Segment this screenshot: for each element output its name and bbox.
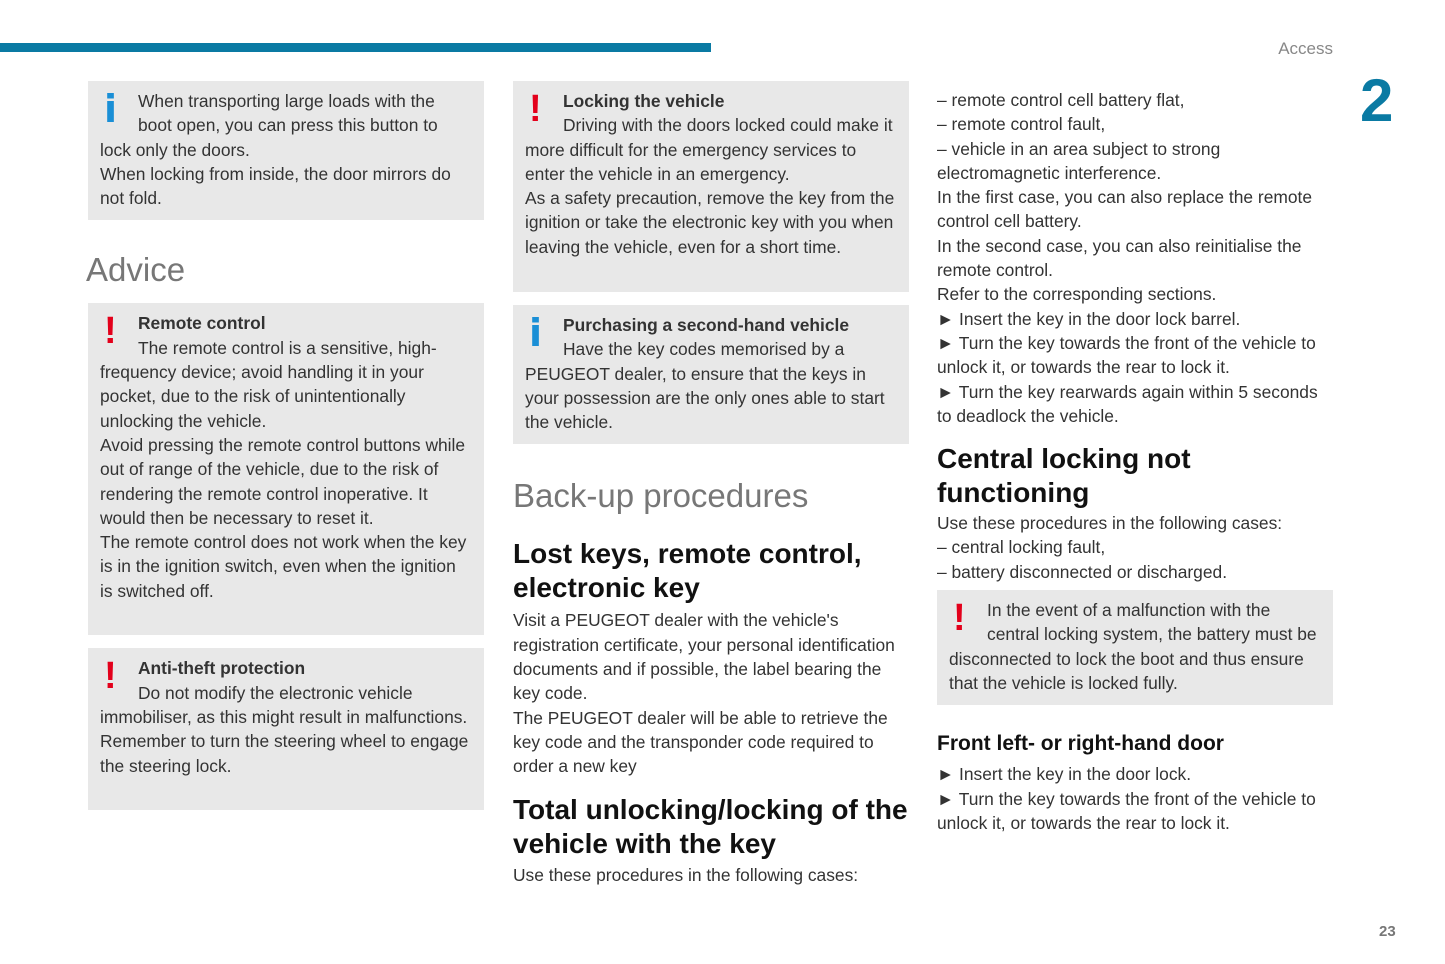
warning-icon: ! (953, 597, 966, 640)
body-text: Visit a PEUGEOT dealer with the vehicle's registration certificate, your personal identification documents and if possible, the label bearing the key code. (513, 610, 895, 704)
total-locking-title: Total unlocking/locking of the vehicle with the key (513, 793, 908, 859)
list-item: – remote control cell battery flat, (937, 90, 1185, 110)
note-text: Do not modify the electronic vehicle immobiliser, as this might result in malfunctions. (100, 682, 468, 728)
page-number: 23 (1379, 923, 1396, 940)
step-item: ► Turn the key rearwards again within 5 seconds to deadlock the vehicle. (937, 381, 1318, 426)
lost-keys-title: Lost keys, remote control, electronic key (513, 538, 862, 604)
body-text: In the first case, you can also replace the remote control cell battery. (937, 187, 1313, 232)
backup-heading: Back-up procedures (513, 477, 809, 515)
front-door-title: Front left- or right-hand door (937, 732, 1224, 756)
body-text: Use these procedures in the following cases: (513, 864, 859, 885)
step-item: ► Turn the key towards the front of the vehicle to unlock it, or towards the rear to lock it. (937, 788, 1316, 833)
info-icon: i (529, 311, 543, 355)
warning-anti-theft (88, 648, 484, 810)
note-text: The remote control does not work when the key is in the ignition switch, even when the ignition is switched off. (100, 532, 467, 601)
note-title: Anti-theft protection (138, 658, 306, 679)
note-text: When transporting large loads with the boot open, you can press this button to lock only the doors. (100, 91, 438, 160)
warning-locking (513, 81, 909, 292)
list-item: – central locking fault, (937, 537, 1106, 558)
chapter-number: 2 (1360, 67, 1394, 134)
info-note-load (88, 81, 484, 220)
note-text: Have the key codes memorised by a PEUGEOT dealer, to ensure that the keys in your possession are the only ones able to start the vehicle. (525, 339, 885, 433)
advice-heading: Advice (86, 251, 186, 289)
warning-central-locking (937, 590, 1333, 705)
note-text: When locking from inside, the door mirrors do not fold. (100, 163, 451, 209)
step-item: ► Insert the key in the door lock. (937, 764, 1192, 785)
warning-remote-control (88, 303, 484, 635)
note-title: Locking the vehicle (563, 91, 725, 111)
header-bar (0, 43, 711, 52)
column-3 (937, 88, 1333, 835)
note-title: Remote control (138, 313, 266, 334)
note-text: Avoid pressing the remote control buttons while out of range of the vehicle, due to the risk of rendering the remote control inoperative. It would then be necessary to reset it. (100, 434, 466, 528)
body-text: In the second case, you can also reinitialise the remote control. (937, 235, 1302, 281)
body-text: Refer to the corresponding sections. (937, 284, 1217, 305)
body-text: The PEUGEOT dealer will be able to retrieve the key code and the transponder code required to order a new key (513, 707, 888, 777)
list-item: – remote control fault, (937, 114, 1106, 135)
note-text: Remember to turn the steering wheel to engage the steering lock. (100, 731, 469, 776)
note-text: As a safety precaution, remove the key from the ignition or take the electronic key with you when leaving the vehicle, even for a short time. (525, 188, 895, 257)
column-2 (513, 81, 909, 887)
note-text: In the event of a malfunction with the central locking system, the battery must be disconnected to lock the boot and thus ensure that the vehicle is locked fully. (949, 600, 1317, 693)
list-item: – battery disconnected or discharged. (937, 561, 1228, 582)
info-second-hand (513, 305, 909, 444)
step-item: ► Insert the key in the door lock barrel. (937, 308, 1241, 329)
column-1 (88, 81, 484, 810)
section-title: Access (1278, 39, 1333, 58)
warning-icon: ! (529, 88, 542, 130)
note-title: Purchasing a second-hand vehicle (563, 315, 850, 335)
body-text: Use these procedures in the following cases: (937, 513, 1283, 534)
central-locking-title: Central locking not functioning (937, 443, 1191, 509)
note-text: The remote control is a sensitive, high-frequency device; avoid handling it in your pocket, due to the risk of unintentionally unlocking the vehicle. (100, 337, 437, 431)
info-icon: i (104, 87, 118, 131)
warning-icon: ! (104, 310, 117, 353)
warning-icon: ! (104, 655, 117, 698)
list-item: – vehicle in an area subject to strong electromagnetic interference. (937, 138, 1221, 183)
step-item: ► Turn the key towards the front of the vehicle to unlock it, or towards the rear to lock it. (937, 332, 1316, 378)
note-text: Driving with the doors locked could make it more difficult for the emergency services to enter the vehicle in an emergency. (525, 115, 893, 184)
